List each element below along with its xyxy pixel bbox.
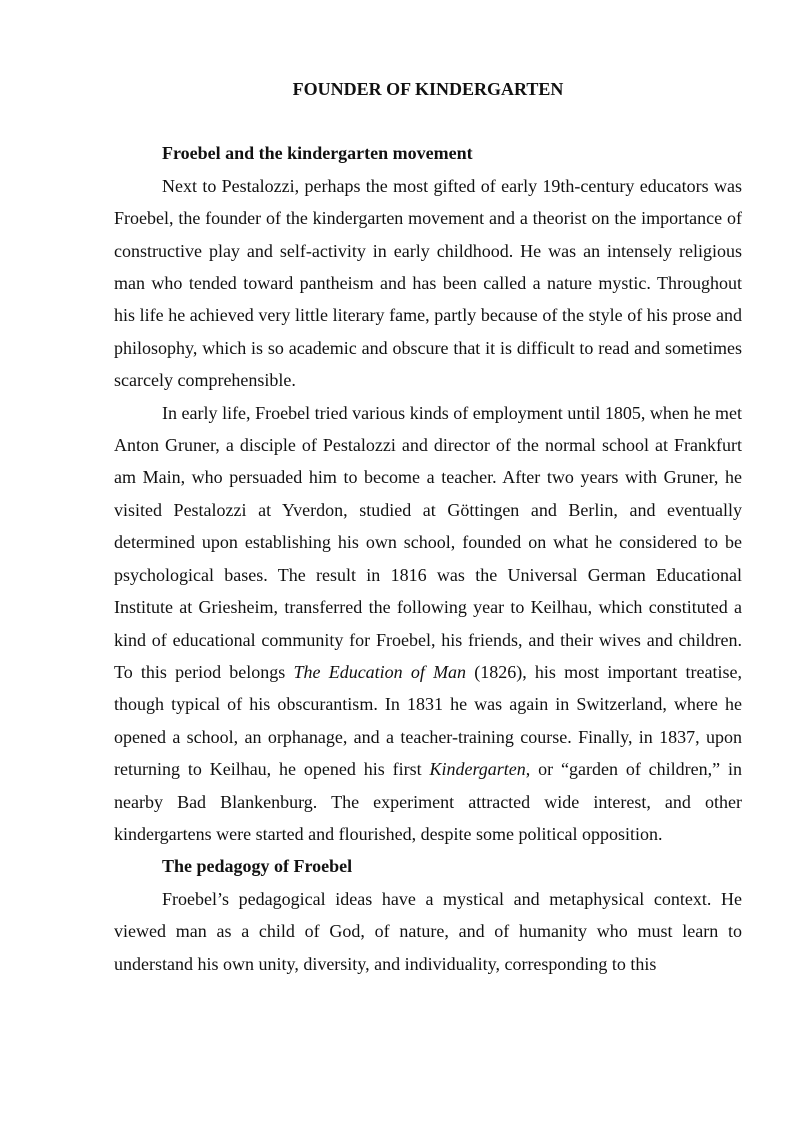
section-heading-pedagogy: The pedagogy of Froebel [162,856,353,877]
paragraph-early-life [114,397,742,851]
paragraph-early-life-text-3: , or “garden of children,” in nearby Bad Blankenburg. The experiment attracted wide interest, and other kindergartens were started and flourished, despite some political opposition. [114,759,742,844]
paragraph-early-life-text-1: In early life, Froebel tried various kinds of employment until 1805, when he met Anton Gruner, a disciple of Pestalozzi and director of the normal school at Frankfurt am Main, who persuaded him to become a teacher. After two years with Gruner, he visited Pestalozzi at Yverdon, studied at Göttingen and Berlin, and eventually determined upon establishing his own school, founded on what he considered to be psychological bases. The result in 1816 was the Universal German Educational Institute at Griesheim, transferred the following year to Keilhau, which constituted a kind of educational community for Froebel, his friends, and their wives and children. To this period belongs [114,402,742,682]
document-title: FOUNDER OF KINDERGARTEN [292,79,564,99]
section-heading-kindergarten-movement: Froebel and the kindergarten movement [162,143,473,164]
paragraph-early-life-text-2: (1826), his most important treatise, though typical of his obscurantism. In 1831 he was again in Switzerland, where he opened a school, an orphanage, and a teacher-training course. Finally, in 1837, upon returning to Keilhau, he opened his first [114,661,742,780]
paragraph-intro: Next to Pestalozzi, perhaps the most gifted of early 19th-century educators was Froebel, the founder of the kindergarten movement and a theorist on the importance of constructive play and self-activity in early childhood. He was an intensely religious man who tended toward pantheism and has been called a nature mystic. Throughout his life he achieved very little literary fame, partly because of the style of his prose and philosophy, which is so academic and obscure that it is difficult to read and sometimes scarcely comprehensible. [114,175,742,391]
term-kindergarten: Kindergarten [429,759,526,780]
document-page [114,73,742,980]
book-title-education-of-man: The Education of Man [293,661,467,682]
paragraph-pedagogy: Froebel’s pedagogical ideas have a mystical and metaphysical context. He viewed man as a child of God, of nature, and of humanity who must learn to understand his own unity, diversity, and individuality, corresponding to this [114,888,742,974]
